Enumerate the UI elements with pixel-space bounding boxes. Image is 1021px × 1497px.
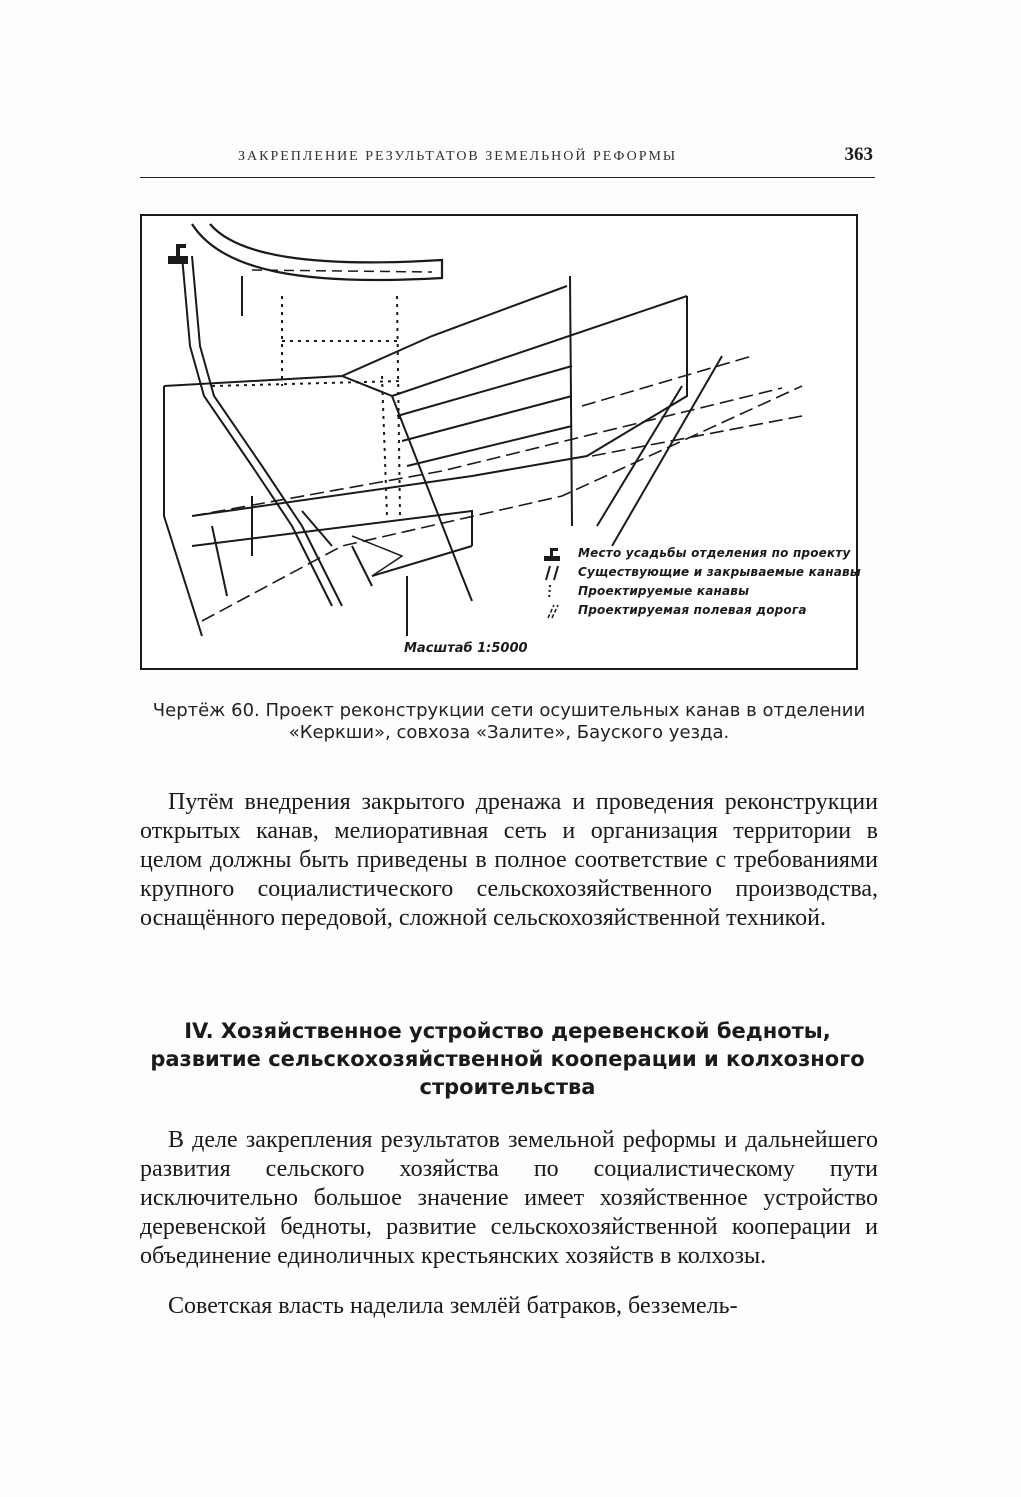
legend-row (542, 546, 852, 565)
ditch-9 (192, 296, 687, 516)
existing-ditch-icon (542, 565, 562, 581)
legend-text: Место усадьбы отделения по проекту (578, 546, 851, 560)
planned-road-icon (542, 603, 562, 619)
legend-row (542, 603, 852, 622)
planned-ditch-icon (542, 584, 562, 600)
ditch-3 (342, 376, 472, 601)
paragraph: Советская власть наделила землёй батраков, безземель- (168, 1293, 738, 1319)
legend-text: Проектируемая полевая дорога (578, 603, 807, 617)
running-title: ЗАКРЕПЛЕНИЕ РЕЗУЛЬТАТОВ ЗЕМЕЛЬНОЙ РЕФОРМЫ (238, 149, 678, 164)
drainage-map-figure (140, 214, 861, 670)
map-legend (542, 546, 861, 622)
ditch-4 (392, 296, 687, 396)
planned-ditch-5 (382, 376, 387, 516)
ditch-17 (597, 386, 682, 526)
estate-symbol-icon (168, 244, 188, 264)
paragraph: Путём внедрения закрытого дренажа и проведения реконструкции открытых канав, мелиоративная сеть и организация территории в целом должны быть приведены в полное соответствие с требованиями крупного социалистического сельскохозяйственного производства, оснащённого передовой, сложной сельскохозяйственной техникой. (140, 789, 878, 931)
ditch-6 (402, 396, 572, 441)
ditch-1 (164, 386, 202, 636)
paragraph: В деле закрепления результатов земельной реформы и дальнейшего развития сельского хозяйства по социалистическому пути исключительно большое значение имеет хозяйственное устройство деревенской бедноты, развитие сельскохозяйственной кооперации и объединение единоличных крестьянских хозяйств в колхозы. (140, 1127, 878, 1269)
legend-text: Существующие и закрываемые канавы (578, 565, 861, 579)
estate-symbol-icon (542, 546, 562, 562)
figure-caption: Чертёж 60. Проект реконструкции сети осушительных канав в отделении «Керкши», совхоза «Залите», Бауского уезда. (152, 700, 866, 743)
ditch-14 (212, 526, 227, 596)
page-number: 363 (844, 144, 873, 165)
road-left-a (182, 256, 332, 606)
ditch-18 (612, 356, 722, 546)
ditch-2 (164, 286, 567, 386)
planned-road-4 (592, 416, 802, 456)
section-heading: IV. Хозяйственное устройство деревенской бедноты, развитие сельскохозяйственной кооперации и колхозного строительства (150, 1019, 865, 1099)
legend-text: Проектируемые канавы (578, 584, 750, 598)
planned-road-3 (582, 356, 752, 406)
planned-ditch-4 (397, 296, 400, 516)
ditch-12 (352, 546, 372, 586)
map-scale: Масштаб 1:5000 (404, 641, 528, 656)
running-head (140, 144, 875, 178)
legend-row (542, 584, 852, 603)
ditch-10 (192, 511, 472, 546)
legend-row (542, 565, 861, 584)
road-left-b (192, 256, 342, 606)
ditch-5 (397, 366, 572, 416)
ditch-8 (570, 276, 572, 526)
